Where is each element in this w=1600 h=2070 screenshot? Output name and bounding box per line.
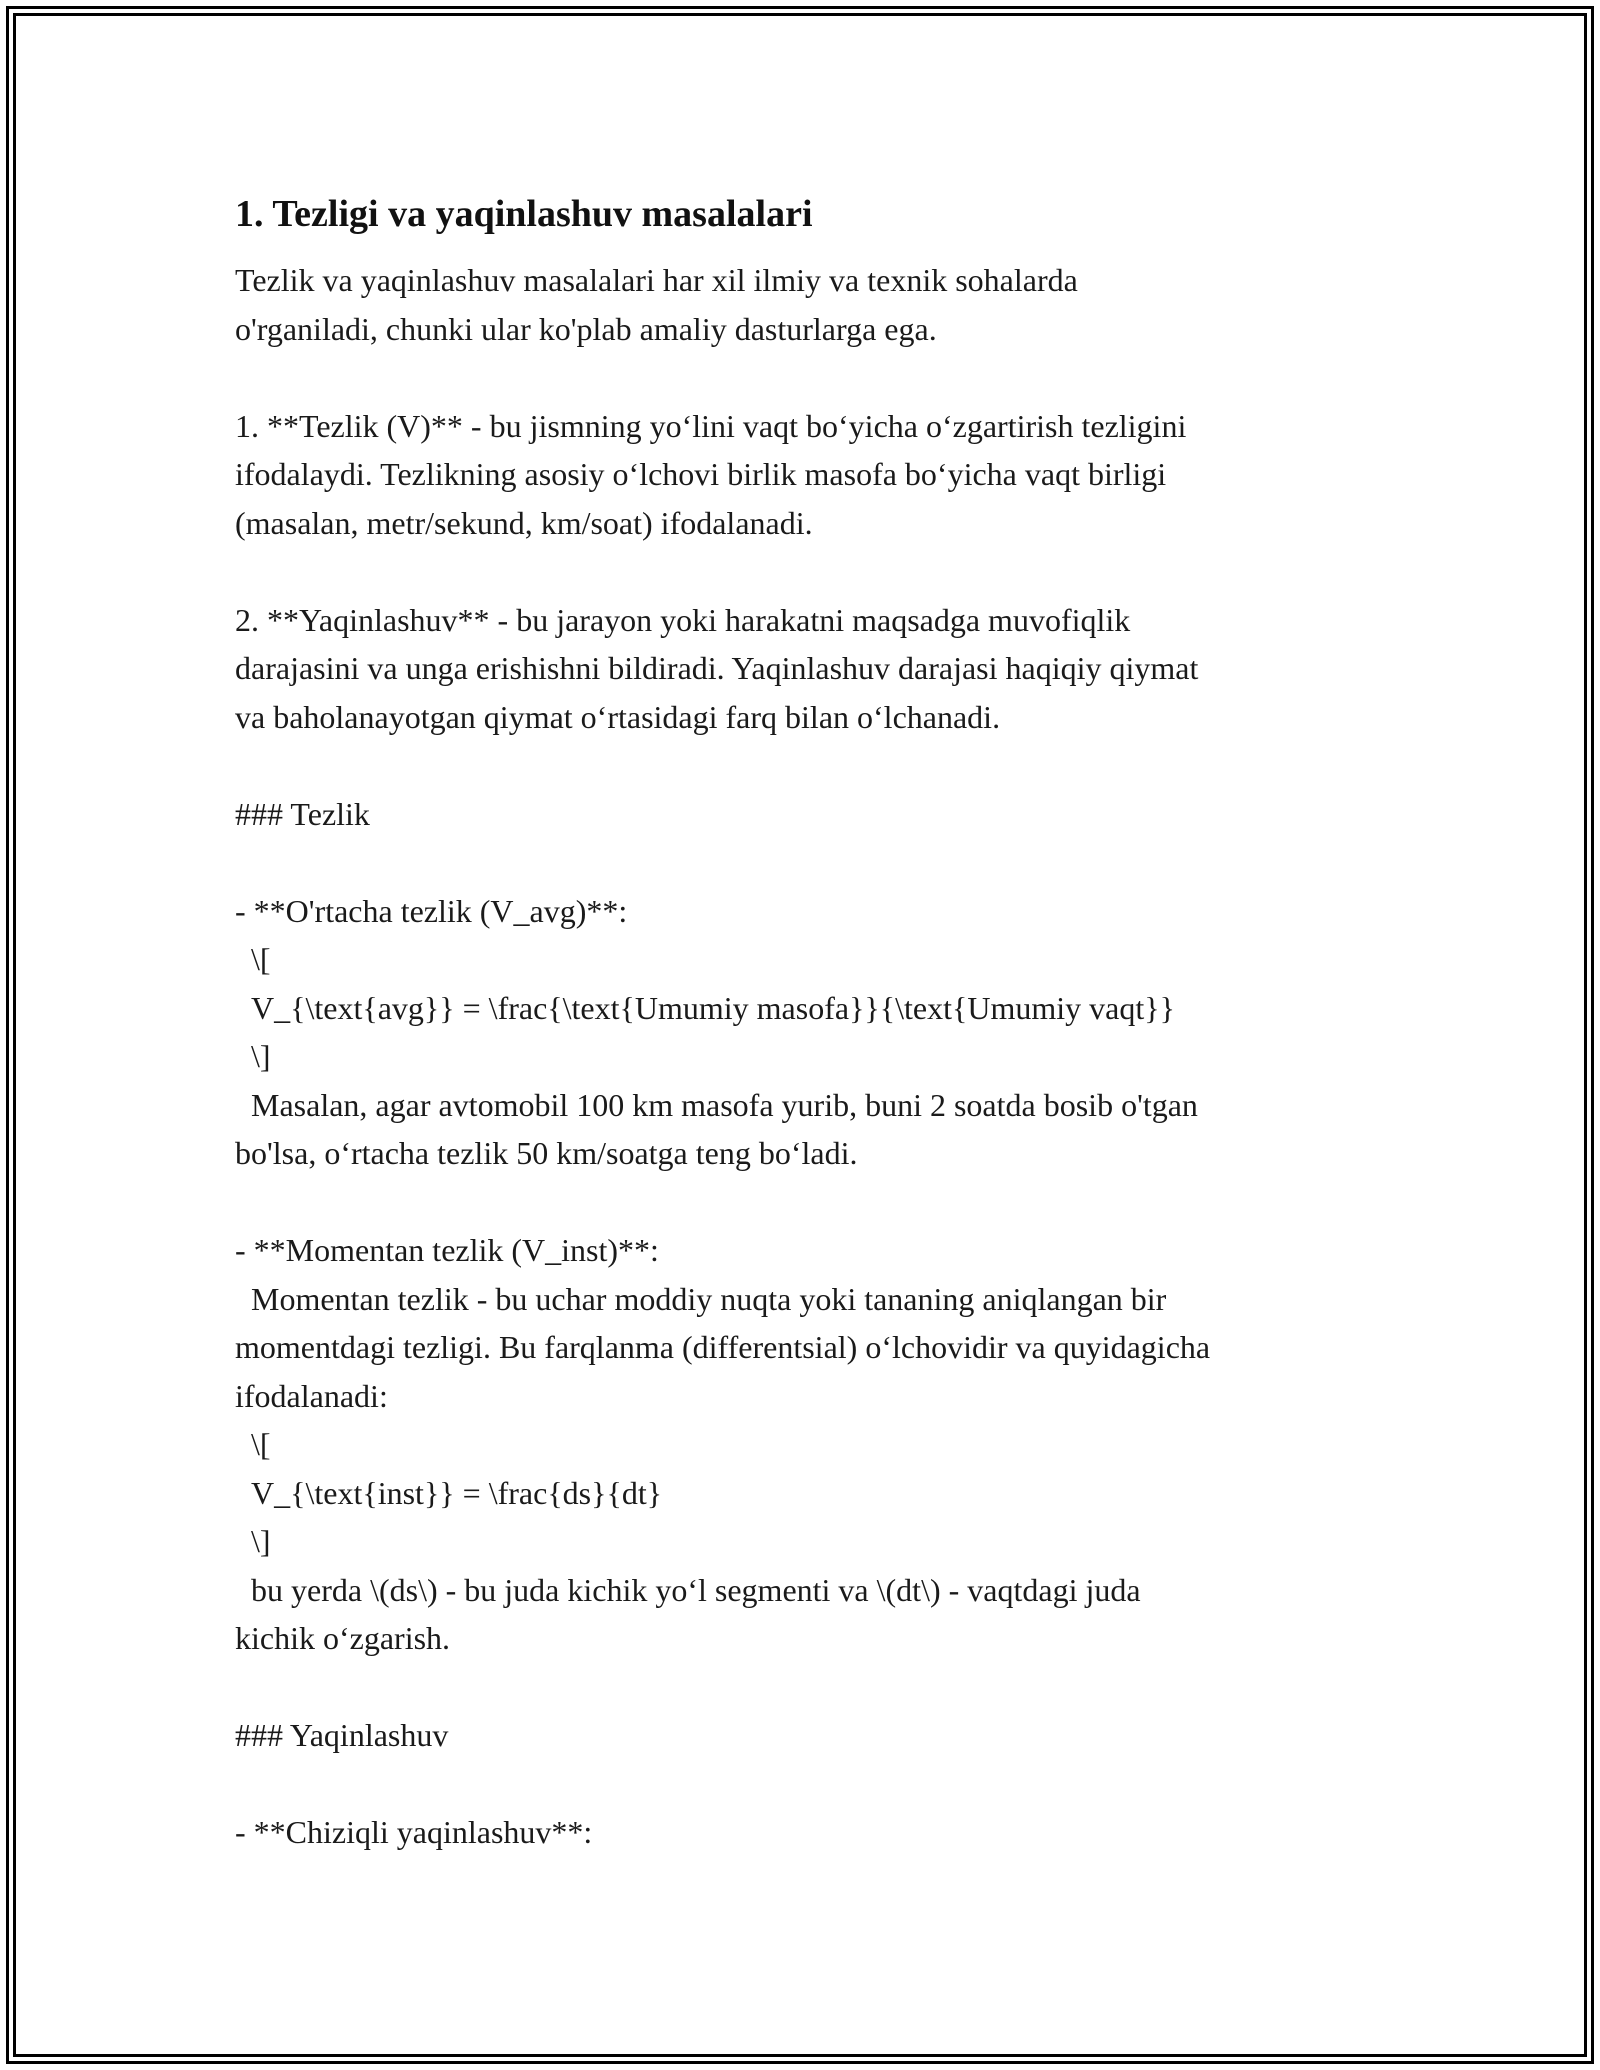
- blank-line: [235, 1760, 1385, 1809]
- text-line: Masalan, agar avtomobil 100 km masofa yurib, buni 2 soatda bosib o'tgan: [235, 1086, 1198, 1123]
- document-body: [235, 186, 1385, 1857]
- text-line: darajasini va unga erishishni bildiradi. Yaqinlashuv darajasi haqiqiy qiymat: [235, 650, 1199, 686]
- text-line: Momentan tezlik - bu uchar moddiy nuqta yoki tananing aniqlangan bir: [235, 1280, 1167, 1317]
- text-line: kichik o‘zgarish.: [235, 1620, 451, 1656]
- document-title: 1. Tezligi va yaqinlashuv masalalari: [235, 193, 813, 235]
- text-line: ifodalaydi. Tezlikning asosiy o‘lchovi birlik masofa bo‘yicha vaqt birligi: [235, 456, 1167, 492]
- text-line: va baholanayotgan qiymat o‘rtasidagi farq bilan o‘lchanadi.: [235, 698, 1001, 735]
- formula-vinst: V_{\text{inst}} = \frac{ds}{dt}: [235, 1474, 663, 1511]
- blank-line: [235, 1663, 1385, 1712]
- formula-open: \[: [235, 1426, 271, 1462]
- blank-line: [235, 838, 1385, 887]
- blank-line: [235, 547, 1385, 596]
- blank-line: [235, 1178, 1385, 1227]
- text-line: o'rganiladi, chunki ular ko'plab amaliy dasturlarga ega.: [235, 310, 937, 347]
- text-line: bu yerda \(ds\) - bu juda kichik yo‘l segmenti va \(dt\) - vaqtdagi juda: [235, 1571, 1141, 1608]
- section-heading-tezlik: ### Tezlik: [235, 795, 370, 832]
- formula-close: \]: [235, 1038, 271, 1074]
- text-line: bo'lsa, o‘rtacha tezlik 50 km/soatga teng bo‘ladi.: [235, 1135, 858, 1171]
- section-heading-yaqinlashuv: ### Yaqinlashuv: [235, 1717, 449, 1753]
- list-item-ortacha-tezlik: - **O'rtacha tezlik (V_avg)**:: [235, 892, 628, 929]
- blank-line: [235, 353, 1385, 402]
- text-line: Tezlik va yaqinlashuv masalalari har xil ilmiy va texnik sohalarda: [235, 262, 1078, 298]
- formula-open: \[: [235, 941, 271, 977]
- list-item-chiziqli-yaqinlashuv: - **Chiziqli yaqinlashuv**:: [235, 1814, 593, 1850]
- text-line: (masalan, metr/sekund, km/soat) ifodalanadi.: [235, 504, 813, 541]
- text-line: momentdagi tezligi. Bu farqlanma (differentsial) o‘lchovidir va quyidagicha: [235, 1329, 1211, 1365]
- blank-line: [235, 741, 1385, 790]
- text-line: 1. **Tezlik (V)** - bu jismning yo‘lini vaqt bo‘yicha o‘zgartirish tezligini: [235, 407, 1187, 444]
- formula-close: \]: [235, 1523, 271, 1559]
- text-line: ifodalanadi:: [235, 1377, 388, 1414]
- formula-vavg: V_{\text{avg}} = \frac{\text{Umumiy masofa}}{\text{Umumiy vaqt}}: [235, 989, 1175, 1026]
- list-item-momentan-tezlik: - **Momentan tezlik (V_inst)**:: [235, 1232, 659, 1268]
- text-line: 2. **Yaqinlashuv** - bu jarayon yoki harakatni maqsadga muvofiqlik: [235, 601, 1131, 638]
